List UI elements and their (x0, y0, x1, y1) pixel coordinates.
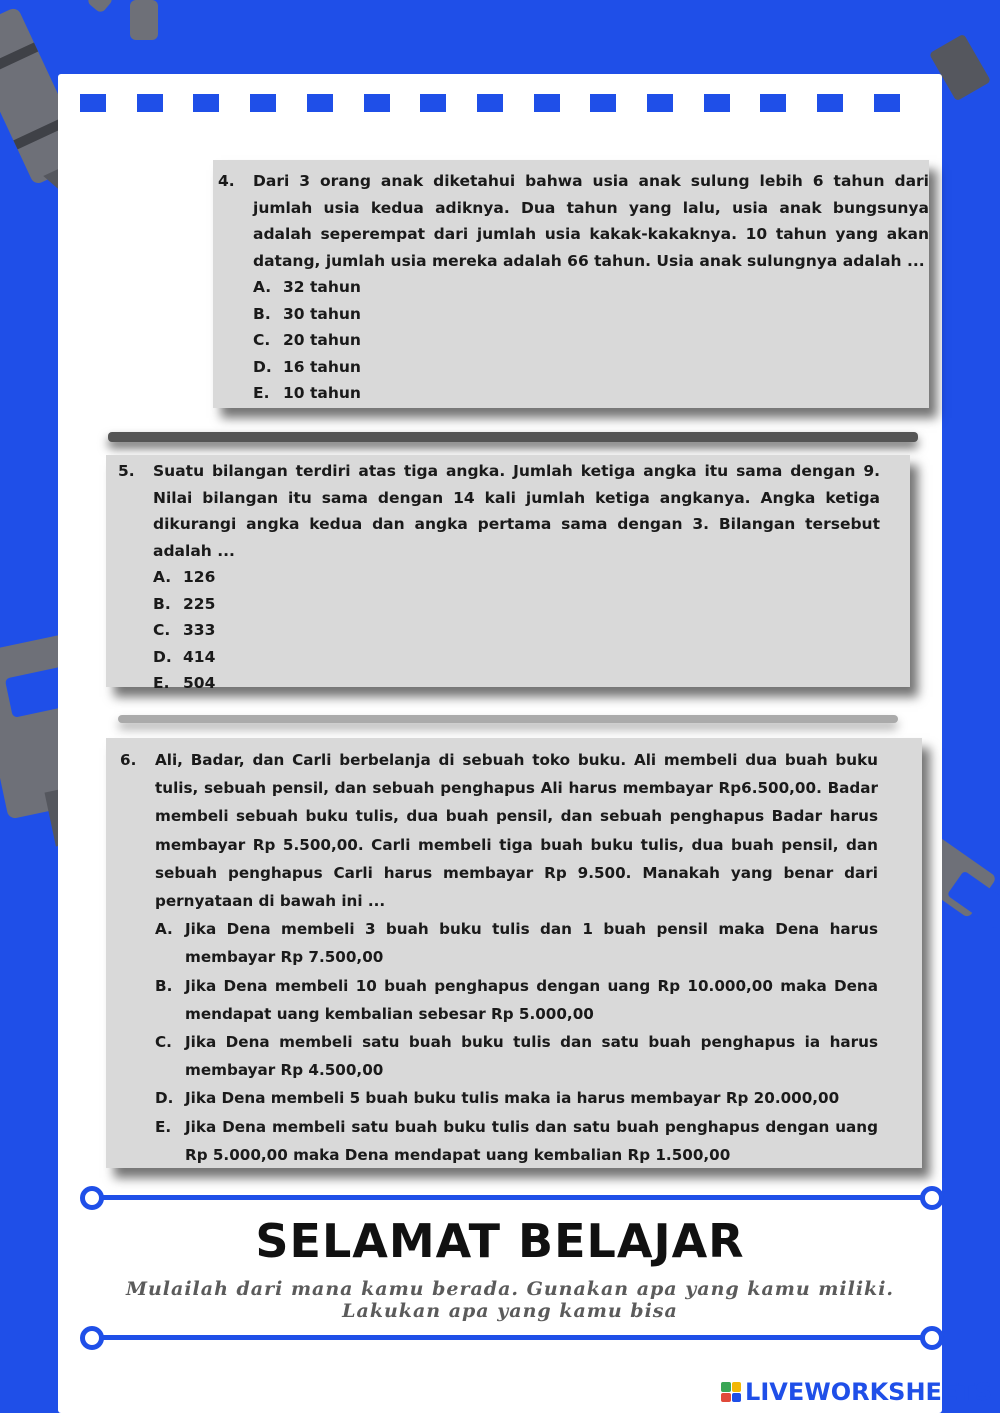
option-text: 333 (183, 621, 216, 639)
circle-dot-icon (80, 1326, 104, 1350)
option-e[interactable] (120, 1113, 878, 1169)
option-text: 32 tahun (283, 278, 361, 296)
option-d[interactable] (218, 354, 929, 381)
shadow-divider (118, 715, 898, 723)
option-b[interactable] (120, 972, 878, 1028)
option-b[interactable] (118, 591, 880, 618)
option-c[interactable] (218, 327, 929, 354)
shadow-divider (108, 432, 918, 442)
circle-dot-icon (80, 1186, 104, 1210)
option-text: 30 tahun (283, 304, 361, 323)
option-d[interactable] (118, 644, 880, 671)
option-b[interactable] (218, 301, 929, 328)
option-text: 10 tahun (283, 384, 361, 402)
option-letter: B. (253, 304, 271, 323)
option-letter: C. (153, 621, 171, 639)
circle-dot-icon (920, 1326, 944, 1350)
footer-title: SELAMAT BELAJAR (255, 1214, 745, 1268)
question-4-card (213, 160, 929, 408)
liveworksheets-logo-icon (721, 1382, 741, 1402)
binder-holes (80, 94, 900, 112)
footer-motto: Mulailah dari mana kamu berada. Gunakan apa yang kamu miliki. Lakukan apa yang kamu bisa (125, 1278, 895, 1322)
option-letter: B. (155, 976, 173, 995)
option-text: Jika Dena membeli 5 buah buku tulis maka ia harus membayar Rp 20.000,00 (185, 1089, 840, 1108)
question-6-card (106, 738, 922, 1168)
option-text: 16 tahun (283, 357, 361, 376)
option-text: 225 (183, 594, 216, 613)
option-d[interactable] (120, 1084, 878, 1112)
question-number: 5. (118, 462, 135, 480)
option-letter: E. (253, 384, 270, 402)
spool-icon (80, 0, 170, 50)
option-text: Jika Dena membeli 3 buah buku tulis dan 1 buah pensil maka Dena harus membayar Rp 7.500,00 (185, 920, 878, 967)
question-number: 4. (218, 172, 235, 190)
option-letter: A. (155, 920, 173, 939)
option-letter: A. (153, 568, 172, 586)
option-letter: C. (253, 331, 271, 349)
liveworksheets-watermark[interactable] (721, 1378, 992, 1406)
question-text: Suatu bilangan terdiri atas tiga angka. Jumlah ketiga angka itu sama dengan 9. Nilai bilangan itu sama dengan 14 kali jumlah ketiga angkanya. Angka ketiga dikurangi angka kedua dan angka pertama sama dengan 3. Bilangan tersebut adalah ... (153, 462, 880, 560)
question-5-card (106, 455, 910, 692)
option-text: Jika Dena membeli satu buah buku tulis dan satu buah penghapus ia harus membayar Rp 4.500,00 (185, 1033, 878, 1080)
divider-line-bottom (92, 1335, 932, 1340)
circle-dot-icon (920, 1186, 944, 1210)
option-a[interactable] (120, 915, 878, 971)
option-letter: E. (153, 674, 170, 692)
option-text: Jika Dena membeli satu buah buku tulis dan satu buah penghapus dengan uang Rp 5.000,00 maka Dena mendapat uang kembalian Rp 1.500,00 (185, 1117, 878, 1164)
watermark-text: LIVEWORKSHEETS (745, 1378, 992, 1406)
question-text: Ali, Badar, dan Carli berbelanja di sebuah toko buku. Ali membeli dua buah buku tulis, sebuah pensil, dan sebuah penghapus Ali harus membayar Rp6.500,00. Badar membeli sebuah buku tulis, dua buah pensil, dan sebuah penghapus Badar harus membayar Rp 5.500,00. Carli membeli tiga buah buku tulis, dua buah pensil, dan sebuah penghapus Carli harus membayar Rp 9.500. Manakah yang benar dari pernyataan di bawah ini ... (155, 751, 878, 911)
option-letter: E. (155, 1117, 172, 1136)
option-letter: A. (253, 278, 272, 296)
option-letter: D. (253, 357, 272, 376)
option-text: Jika Dena membeli 10 buah penghapus dengan uang Rp 10.000,00 maka Dena mendapat uang kembalian sebesar Rp 5.000,00 (185, 976, 878, 1023)
option-text: 126 (183, 568, 216, 586)
option-letter: B. (153, 594, 171, 613)
option-letter: C. (155, 1033, 172, 1052)
option-a[interactable] (218, 274, 929, 301)
option-text: 20 tahun (283, 331, 361, 349)
option-c[interactable] (120, 1028, 878, 1084)
option-letter: D. (153, 647, 172, 666)
option-e[interactable] (118, 670, 880, 697)
option-text: 414 (183, 647, 216, 666)
question-text: Dari 3 orang anak diketahui bahwa usia anak sulung lebih 6 tahun dari jumlah usia kedua adiknya. Dua tahun yang lalu, usia anak bungsunya adalah seperempat dari jumlah usia kakak-kakaknya. 10 tahun yang akan datang, jumlah usia mereka adalah 66 tahun. Usia anak sulungnya adalah ... (253, 172, 929, 270)
option-e[interactable] (218, 380, 929, 407)
divider-line-top (92, 1195, 932, 1200)
option-c[interactable] (118, 617, 880, 644)
option-text: 504 (183, 674, 216, 692)
question-number: 6. (120, 751, 137, 769)
option-a[interactable] (118, 564, 880, 591)
option-letter: D. (155, 1089, 174, 1108)
